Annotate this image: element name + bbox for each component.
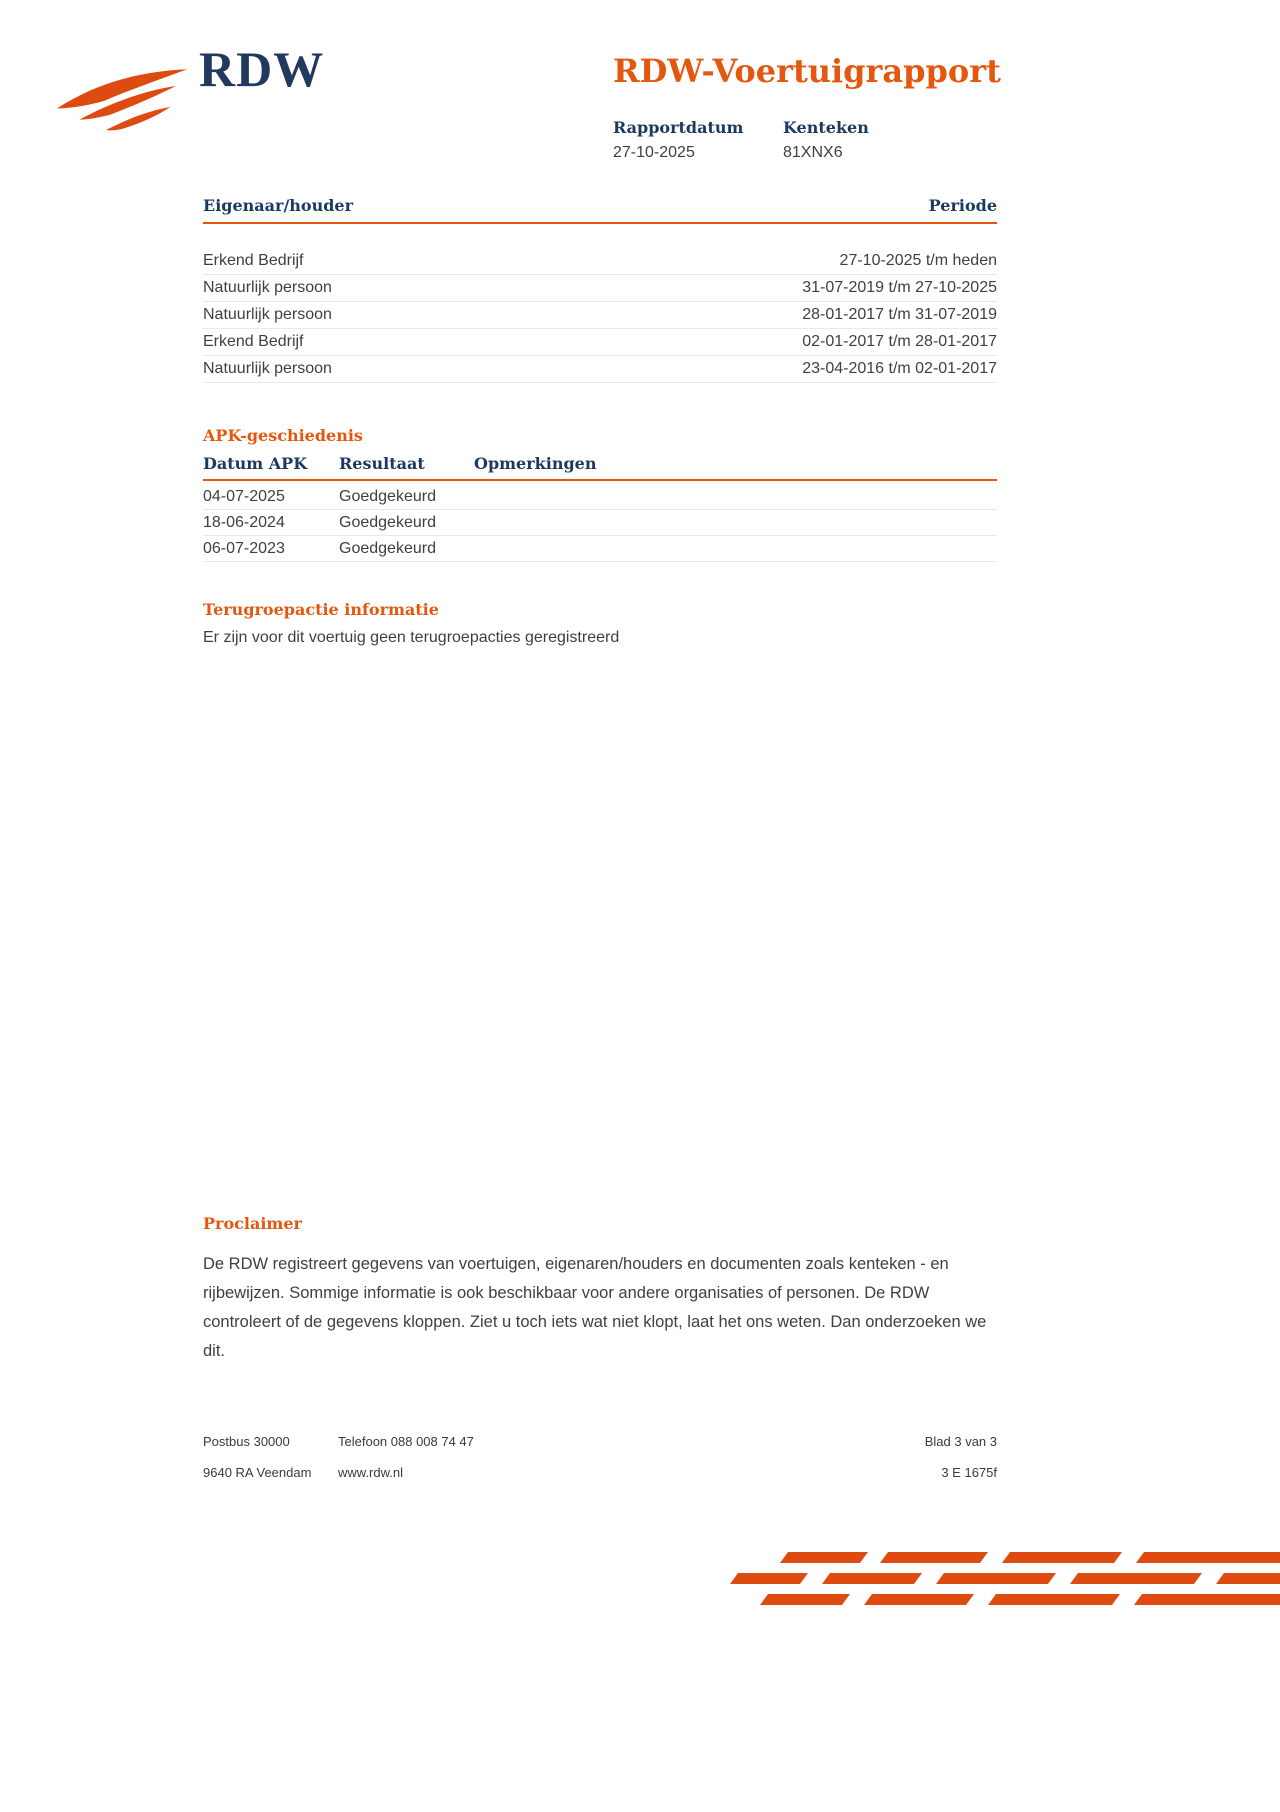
recall-section bbox=[203, 600, 997, 647]
page-footer bbox=[203, 1434, 997, 1496]
apk-row bbox=[203, 510, 997, 536]
report-date-block bbox=[613, 118, 783, 162]
owner-period: 02-01-2017 t/m 28-01-2017 bbox=[802, 333, 997, 350]
owner-name: Erkend Bedrijf bbox=[203, 333, 304, 350]
period-column-heading: Periode bbox=[928, 196, 997, 215]
apk-result: Goedgekeurd bbox=[339, 513, 436, 531]
owner-row bbox=[203, 248, 997, 275]
apk-rows bbox=[203, 484, 997, 562]
apk-result: Goedgekeurd bbox=[339, 487, 436, 505]
apk-table-header bbox=[203, 454, 997, 481]
apk-date: 06-07-2023 bbox=[203, 539, 285, 557]
owner-name: Erkend Bedrijf bbox=[203, 252, 304, 269]
footer-city: 9640 RA Veendam bbox=[203, 1465, 312, 1480]
owner-section-title: Eigenaar/houder bbox=[203, 196, 354, 215]
owner-period: 31-07-2019 t/m 27-10-2025 bbox=[802, 279, 997, 296]
footer-row bbox=[203, 1465, 997, 1480]
license-plate-value: 81XNX6 bbox=[783, 144, 843, 161]
apk-row bbox=[203, 484, 997, 510]
apk-row bbox=[203, 536, 997, 562]
footer-postbus: Postbus 30000 bbox=[203, 1434, 290, 1449]
proclaimer-title: Proclaimer bbox=[203, 1214, 302, 1233]
report-meta bbox=[613, 118, 869, 162]
proclaimer-section bbox=[203, 1214, 1003, 1366]
apk-result-column-heading: Resultaat bbox=[339, 454, 425, 473]
owner-name: Natuurlijk persoon bbox=[203, 279, 332, 296]
owner-name: Natuurlijk persoon bbox=[203, 360, 332, 377]
report-date-value: 27-10-2025 bbox=[613, 144, 695, 161]
owner-rows bbox=[203, 248, 997, 383]
owner-period: 23-04-2016 t/m 02-01-2017 bbox=[802, 360, 997, 377]
footer-website: www.rdw.nl bbox=[338, 1465, 404, 1480]
apk-remarks-column-heading: Opmerkingen bbox=[474, 454, 597, 473]
owner-section bbox=[203, 196, 997, 383]
recall-text: Er zijn voor dit voertuig geen terugroepacties geregistreerd bbox=[203, 629, 620, 646]
apk-section-title: APK-geschiedenis bbox=[203, 426, 363, 445]
footer-doc-code: 3 E 1675f bbox=[941, 1465, 997, 1480]
rdw-swoosh-icon bbox=[50, 62, 190, 138]
owner-period: 28-01-2017 t/m 31-07-2019 bbox=[802, 306, 997, 323]
license-plate-label: Kenteken bbox=[783, 118, 869, 137]
owner-section-header bbox=[203, 196, 997, 224]
owner-period: 27-10-2025 t/m heden bbox=[839, 252, 997, 269]
apk-date-column-heading: Datum APK bbox=[203, 454, 308, 473]
owner-row bbox=[203, 329, 997, 356]
owner-name: Natuurlijk persoon bbox=[203, 306, 332, 323]
report-date-label: Rapportdatum bbox=[613, 118, 744, 137]
footer-stripes-decoration bbox=[660, 1552, 1280, 1616]
footer-page-indicator: Blad 3 van 3 bbox=[924, 1434, 997, 1449]
apk-date: 04-07-2025 bbox=[203, 487, 285, 505]
owner-row bbox=[203, 275, 997, 302]
recall-section-title: Terugroepactie informatie bbox=[203, 600, 439, 619]
footer-row bbox=[203, 1434, 997, 1449]
proclaimer-text: De RDW registreert gegevens van voertuigen, eigenaren/houders en documenten zoals kenteken - en rijbewijzen. Sommige informatie is ook beschikbaar voor andere organisaties of personen. De RDW controleert of de gegevens kloppen. Ziet u toch iets wat niet klopt, laat het ons weten. Dan onderzoeken we dit. bbox=[203, 1255, 987, 1360]
footer-phone: Telefoon 088 008 74 47 bbox=[338, 1434, 474, 1449]
document-title: RDW-Voertuigrapport bbox=[613, 52, 1001, 90]
apk-result: Goedgekeurd bbox=[339, 539, 436, 557]
owner-row bbox=[203, 356, 997, 383]
rdw-logo-text: RDW bbox=[199, 41, 325, 97]
apk-history-section bbox=[203, 426, 997, 562]
apk-date: 18-06-2024 bbox=[203, 513, 285, 531]
license-plate-block bbox=[783, 118, 869, 162]
owner-row bbox=[203, 302, 997, 329]
